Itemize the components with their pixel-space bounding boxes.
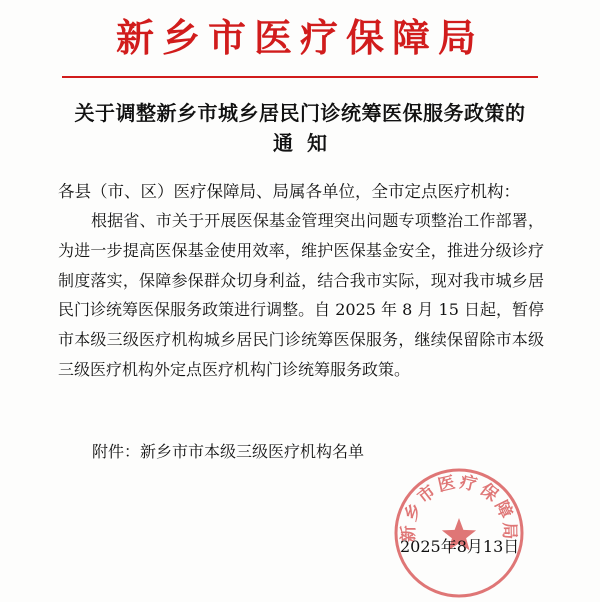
official-seal-icon (392, 466, 526, 600)
notice-title-word: 通知 (273, 131, 341, 155)
letterhead-rule (62, 76, 538, 78)
issue-date: 2025年8月13日 (400, 537, 520, 556)
seal-text: 新乡市医疗保障局 (398, 472, 520, 543)
agency-letterhead: 新乡市医疗保障局 (115, 15, 484, 60)
notice-body: 根据省、市关于开展医保基金管理突出问题专项整治工作部署，为进一步提高医保基金使用效率，维护医保基金安全，推进分级诊疗制度落实，保障参保群众切身利益，结合我市实际，现对我市城乡居民门诊统筹医保服务政策进行调整。自 2025 年 8 月 15 日起，暂停市本级三级医疗机构城乡居民门诊统筹医保服务，继续保留除市本级三级医疗机构外定点医疗机构门诊统筹服务政策。 (58, 211, 544, 379)
salutation: 各县（市、区）医疗保障局、局属各单位，全市定点医疗机构： (58, 182, 520, 201)
notice-title: 关于调整新乡市城乡居民门诊统筹医保服务政策的 (74, 101, 526, 125)
attachment-line: 附件：新乡市市本级三级医疗机构名单 (92, 442, 365, 461)
